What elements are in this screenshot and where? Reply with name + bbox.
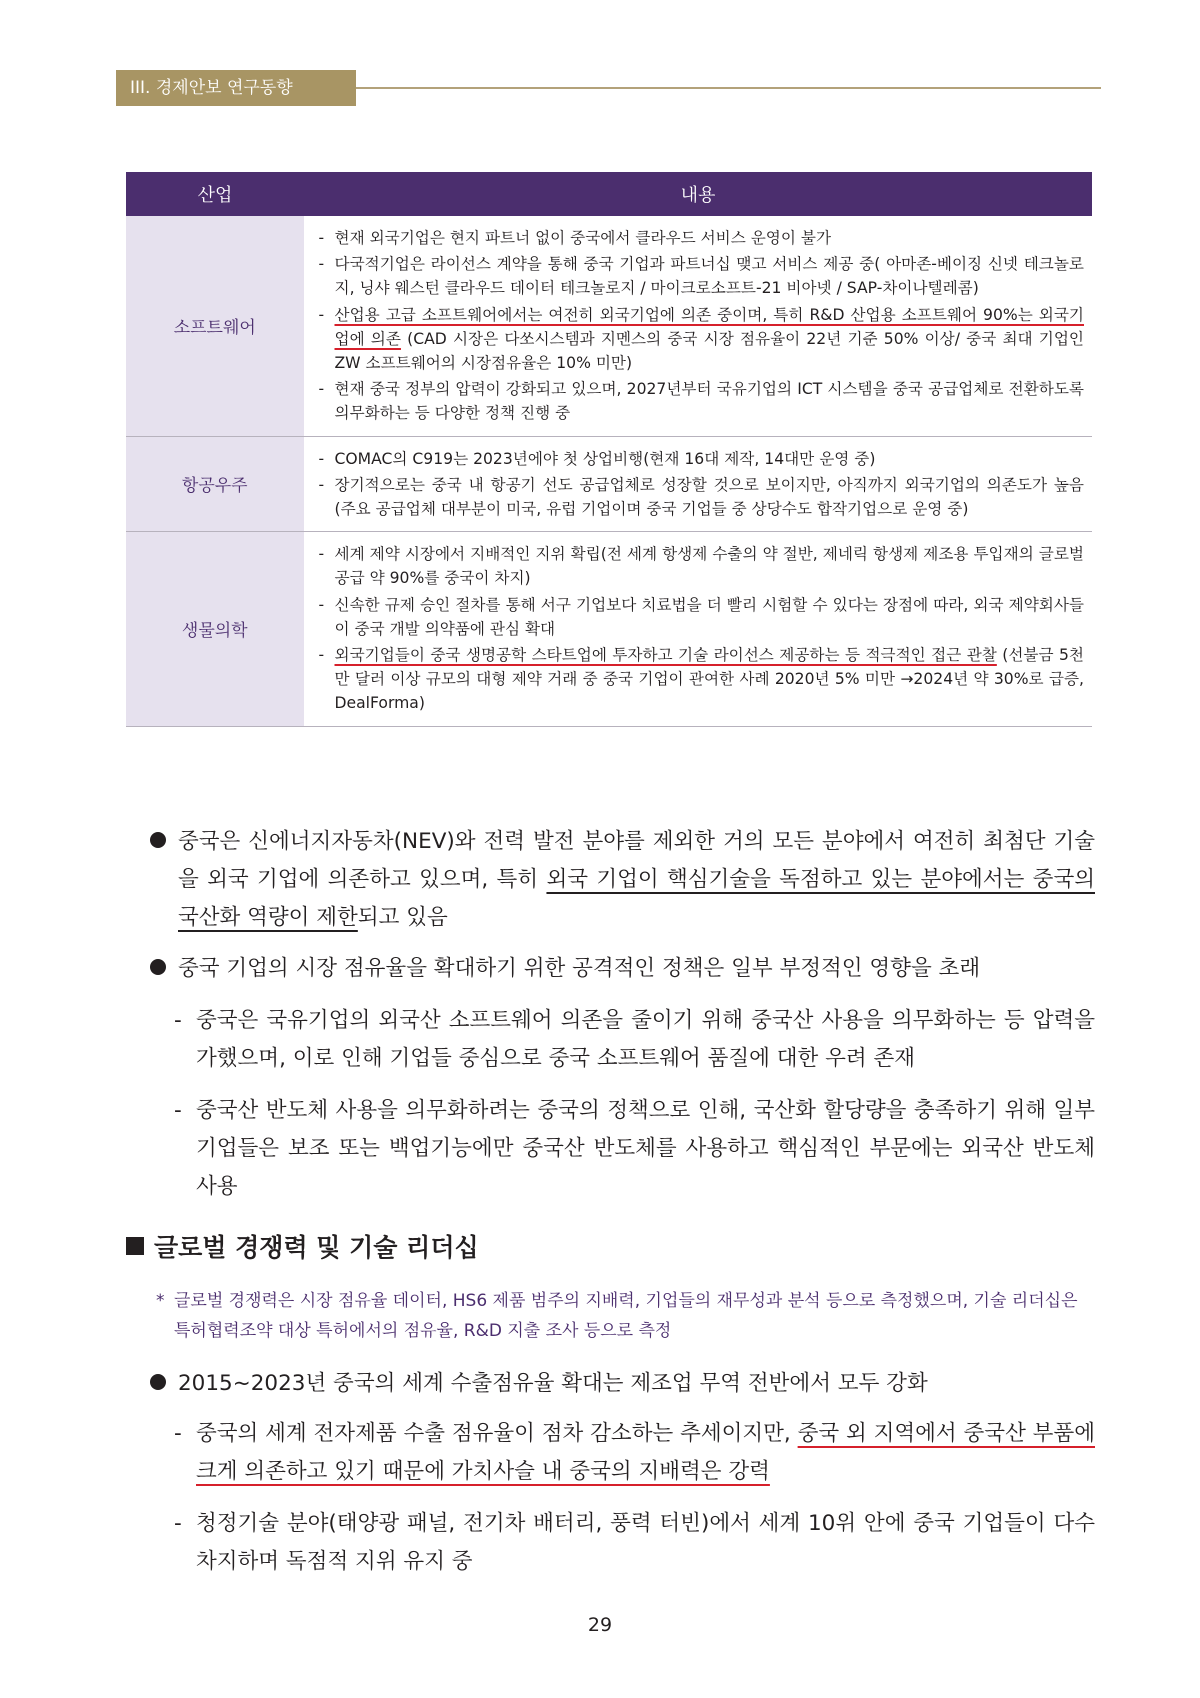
footnote: * 글로벌 경쟁력은 시장 점유율 데이터, HS6 제품 범주의 지배력, 기업들의 재무성과 분석 등으로 측정했으며, 기술 리더십은 특허협력조약 대상 특허에서의 점유율, R&D 지출 조사 등으로 측정 [156,1291,1078,1341]
square-bullet-icon [126,1237,144,1255]
bullet-paragraph: 중국은 신에너지자동차(NEV)와 전력 발전 분야를 제외한 거의 모든 분야에서 여전히 최첨단 기술을 외국 기업에 의존하고 있으며, 특히 외국 기업이 핵심기술을 독점하고 있는 분야에서는 중국의 국산화 역량이 제한되고 있음 [150,823,1095,937]
page-number: 29 [587,1614,613,1636]
content-cell [304,436,1092,532]
industry-cell: 생물의학 [126,532,304,726]
dash-paragraph: - 중국은 국유기업의 외국산 소프트웨어 의존을 줄이기 위해 중국산 사용을 의무화하는 등 압력을 가했으며, 이로 인해 기업들 중심으로 중국 소프트웨어 품질에 대한 우려 존재 [174,1008,1095,1071]
bullet-paragraph: 중국 기업의 시장 점유율을 확대하기 위한 공격적인 정책은 일부 부정적인 영향을 초래 [150,950,1095,988]
dash-paragraph: - 청정기술 분야(태양광 패널, 전기차 배터리, 풍력 터빈)에서 세계 10위 안에 중국 기업들이 다수 차지하며 독점적 지위 유지 중 [174,1511,1095,1574]
header-rule [356,87,1101,89]
highlight-text: 산업용 고급 소프트웨어에서는 여전히 외국기업에 의존 중이며, 특히 R&D 산업용 소프트웨어 90%는 외국기업에 의존 [334,305,1084,348]
section-heading: 글로벌 경쟁력 및 기술 리더십 [126,1230,479,1266]
bullet-paragraph: 2015~2023년 중국의 세계 수출점유율 확대는 제조업 무역 전반에서 모두 강화 [150,1365,1095,1403]
table-row [126,216,1092,436]
header-industry: 산업 [126,172,304,216]
table-row [126,436,1092,532]
dash-paragraph: - 중국의 세계 전자제품 수출 점유율이 점차 감소하는 추세이지만, 중국 외 지역에서 중국산 부품에 크게 의존하고 있기 때문에 가치사슬 내 중국의 지배력은 강력 [174,1421,1095,1484]
list-item: - 현재 외국기업은 현지 파트너 없이 중국에서 클라우드 서비스 운영이 불가 [317,226,1085,250]
bullet-icon [150,959,166,975]
content-cell [304,216,1092,436]
underlined-text: 외국 기업이 핵심기술을 독점하고 있는 분야에서는 중국의 국산화 역량이 제한 [178,867,1095,930]
content-cell [304,532,1092,726]
highlight-text: 중국 외 지역에서 중국산 부품에 크게 의존하고 있기 때문에 가치사슬 내 중국의 지배력은 강력 [196,1421,1095,1484]
bullet-icon [150,832,166,848]
industry-cell: 항공우주 [126,436,304,532]
header-content: 내용 [304,172,1092,216]
list-item: - 장기적으로는 중국 내 항공기 선도 공급업체로 성장할 것으로 보이지만, 아직까지 외국기업의 의존도가 높음 (주요 공급업체 대부분이 미국, 유럽 기업이며 중국 기업들 중 상당수도 합작기업으로 운영 중) [317,473,1085,521]
highlight-text: 외국기업들이 중국 생명공학 스타트업에 투자하고 기술 라이선스 제공하는 등 적극적인 접근 관찰 [334,646,997,665]
section-label: III. 경제안보 연구동향 [116,70,356,106]
bullet-icon [150,1374,166,1390]
list-item: - 산업용 고급 소프트웨어에서는 여전히 외국기업에 의존 중이며, 특히 R&D 산업용 소프트웨어 90%는 외국기업에 의존 (CAD 시장은 다쏘시스템과 지멘스의 중국 시장 점유율이 22년 기준 50% 이상/ 중국 최대 기업인 ZW 소프트웨어의 시장점유율은 10% 미만) [317,303,1085,376]
table-row [126,532,1092,726]
list-item: - 외국기업들이 중국 생명공학 스타트업에 투자하고 기술 라이선스 제공하는 등 적극적인 접근 관찰 (선불금 5천만 달러 이상 규모의 대형 제약 거래 중 중국 기업이 관여한 사례 2020년 5% 미만 →2024년 약 30%로 급증, DealForma) [317,643,1085,716]
list-item: - 현재 중국 정부의 압력이 강화되고 있으며, 2027년부터 국유기업의 ICT 시스템을 중국 공급업체로 전환하도록 의무화하는 등 다양한 정책 진행 중 [317,377,1085,425]
list-item: - 다국적기업은 라이선스 계약을 통해 중국 기업과 파트너십 맺고 서비스 제공 중( 아마존-베이징 신넷 테크놀로지, 닝샤 웨스턴 클라우드 데이터 테크놀로지 / 마이크로소프트-21 비아넷 / SAP-차이나텔레콤) [317,252,1085,300]
industry-table [126,172,1092,727]
dash-paragraph: - 중국산 반도체 사용을 의무화하려는 중국의 정책으로 인해, 국산화 할당량을 충족하기 위해 일부 기업들은 보조 또는 백업기능에만 중국산 반도체를 사용하고 핵심적인 부문에는 외국산 반도체 사용 [174,1098,1095,1199]
list-item: - 세계 제약 시장에서 지배적인 지위 확립(전 세계 항생제 수출의 약 절반, 제네릭 항생제 제조용 투입재의 글로벌 공급 약 90%를 중국이 차지) [317,542,1085,590]
list-item: - COMAC의 C919는 2023년에야 첫 상업비행(현재 16대 제작, 14대만 운영 중) [317,447,1085,471]
table-header-row [126,172,1092,216]
page-header [116,70,1101,106]
industry-cell: 소프트웨어 [126,216,304,436]
list-item: - 신속한 규제 승인 절차를 통해 서구 기업보다 치료법을 더 빨리 시험할 수 있다는 장점에 따라, 외국 제약회사들이 중국 개발 의약품에 관심 확대 [317,593,1085,641]
